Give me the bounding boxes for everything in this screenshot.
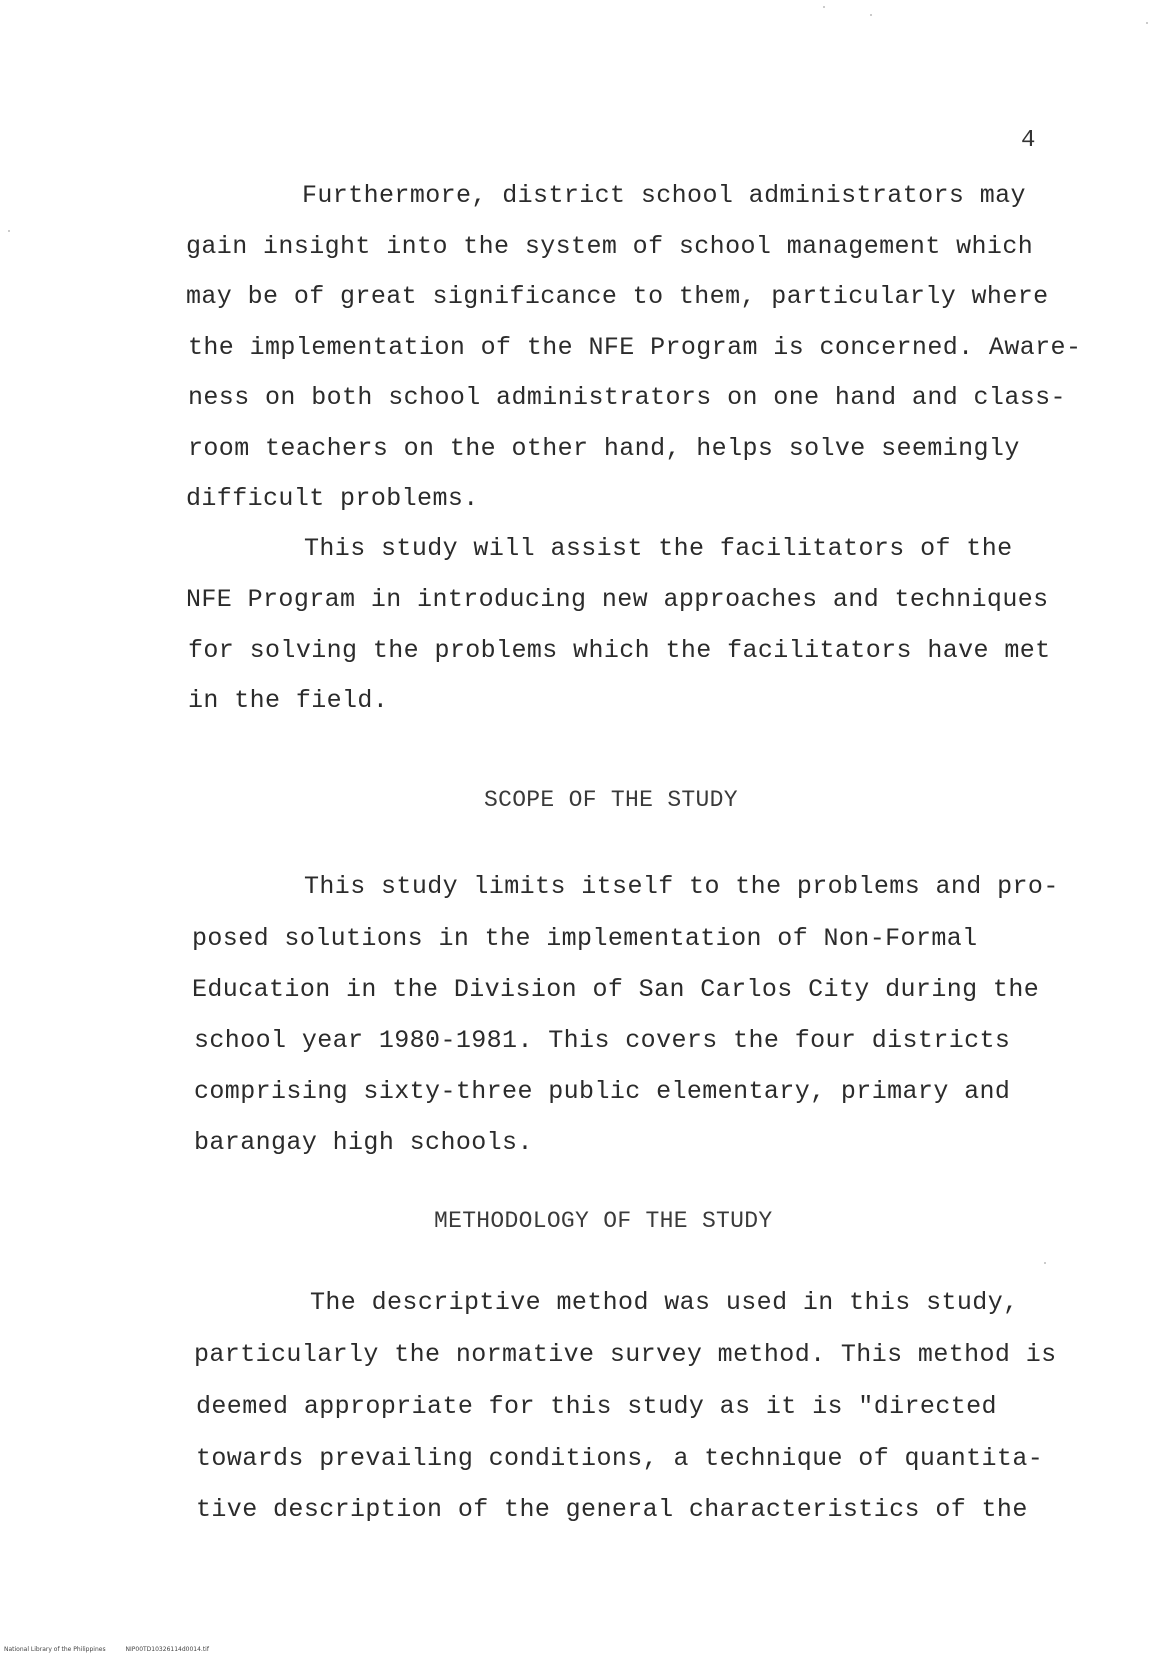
page-number: 4 [1021, 127, 1036, 154]
scope-heading: SCOPE OF THE STUDY [484, 787, 738, 813]
p1-line-7: difficult problems. [186, 484, 479, 513]
p1-line-1: Furthermore, district school administrators may [302, 181, 1026, 210]
p2-line-3: for solving the problems which the facilitators have met [188, 636, 1051, 665]
scan-footer [4, 1646, 227, 1654]
p3-line-3: Education in the Division of San Carlos City during the [192, 975, 1040, 1004]
p4-line-4: towards prevailing conditions, a technique of quantita- [196, 1444, 1044, 1473]
p4-line-2: particularly the normative survey method. This method is [194, 1340, 1057, 1369]
p3-line-1: This study limits itself to the problems and pro- [304, 872, 1059, 901]
p1-line-2: gain insight into the system of school management which [186, 232, 1034, 261]
footer-file: NIP00TD10326114d0014.tif [125, 1646, 209, 1653]
p2-line-2: NFE Program in introducing new approaches and techniques [186, 585, 1049, 614]
scan-speck [823, 6, 825, 8]
p1-line-4: the implementation of the NFE Program is concerned. Aware- [188, 333, 1082, 362]
p4-line-3: deemed appropriate for this study as it is "directed [196, 1392, 997, 1421]
footer-library: National Library of the Philippines [4, 1646, 106, 1653]
scan-speck [870, 14, 872, 16]
scan-speck [1146, 22, 1148, 24]
scan-speck [8, 230, 10, 232]
p3-line-5: comprising sixty-three public elementary, primary and [194, 1077, 1011, 1106]
p1-line-5: ness on both school administrators on one hand and class- [188, 383, 1066, 412]
methodology-heading: METHODOLOGY OF THE STUDY [434, 1208, 773, 1234]
p3-line-6: barangay high schools. [194, 1128, 533, 1157]
scan-speck [1044, 1262, 1046, 1264]
p2-line-1: This study will assist the facilitators of the [304, 534, 1013, 563]
p4-line-1: The descriptive method was used in this study, [310, 1288, 1019, 1317]
p1-line-3: may be of great significance to them, particularly where [186, 282, 1049, 311]
p4-line-5: tive description of the general characteristics of the [196, 1495, 1028, 1524]
p3-line-4: school year 1980-1981. This covers the four districts [194, 1026, 1011, 1055]
p2-line-4: in the field. [188, 686, 389, 715]
p3-line-2: posed solutions in the implementation of Non-Formal [192, 924, 978, 953]
p1-line-6: room teachers on the other hand, helps solve seemingly [188, 434, 1020, 463]
